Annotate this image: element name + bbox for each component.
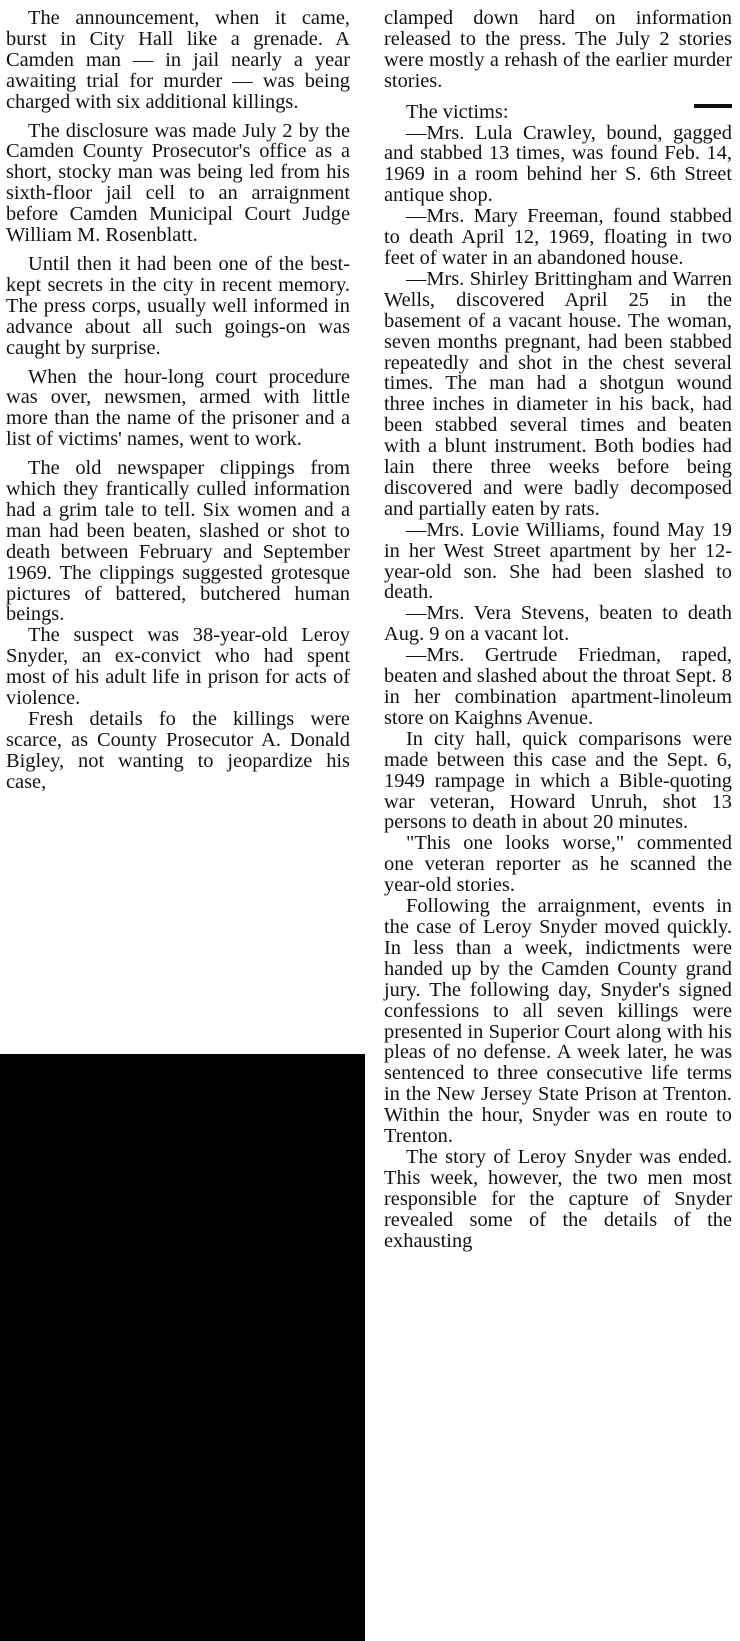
- article-right-column: [384, 8, 732, 1251]
- article-paragraph: The announcement, when it came, burst in City Hall like a grenade. A Camden man — in jail nearly a year awaiting trial for murder — was being charged with six additional killings.: [6, 7, 350, 113]
- article-paragraph: "This one looks worse," commented one veteran reporter as he scanned the year-old stories.: [384, 832, 732, 897]
- redacted-black-block: [0, 1054, 365, 1641]
- continued-paragraph: clamped down hard on information released to the press. The July 2 stories were mostly a rehash of the earlier murder stories.: [384, 7, 732, 92]
- article-paragraph: The suspect was 38-year-old Leroy Snyder, an ex-convict who had spent most of his adult life in prison for acts of violence.: [6, 624, 350, 710]
- divider-rule: [694, 104, 732, 108]
- victim-entry: —Mrs. Lula Crawley, bound, gagged and stabbed 13 times, was found Feb. 14, 1969 in a room behind her S. 6th Street antique shop.: [384, 121, 732, 207]
- victim-entry: —Mrs. Vera Stevens, beaten to death Aug. 9 on a vacant lot.: [384, 602, 732, 646]
- article-paragraph: The old newspaper clippings from which they frantically culled information had a grim tale to tell. Six women and a man had been beaten, slashed or shot to death between February and September 1969. The clippings suggested grotesque pictures of battered, butchered human beings.: [6, 457, 350, 626]
- article-paragraph: Following the arraignment, events in the case of Leroy Snyder moved quickly. In less than a week, indictments were handed up by the Camden County grand jury. The following day, Snyder's signed confessions to all seven killings were presented in Superior Court along with his pleas of no defense. A week later, he was sentenced to three consecutive life terms in the New Jersey State Prison at Trenton. Within the hour, Snyder was en route to Trenton.: [384, 895, 732, 1148]
- victim-entry: —Mrs. Mary Freeman, found stabbed to death April 12, 1969, floating in two feet of water in an abandoned house.: [384, 205, 732, 269]
- article-paragraph: When the hour-long court procedure was over, newsmen, armed with little more than the name of the prisoner and a list of victims' names, went to work.: [6, 365, 350, 451]
- article-paragraph: The story of Leroy Snyder was ended. This week, however, the two men most responsible for the capture of Snyder revealed some of the details of the exhausting: [384, 1145, 732, 1252]
- victim-entry: —Mrs. Lovie Williams, found May 19 in her West Street apartment by her 12-year-old son. She had been slashed to death.: [384, 518, 732, 604]
- victims-heading: The victims:: [406, 100, 509, 123]
- article-paragraph: Until then it had been one of the best-kept secrets in the city in recent memory. The press corps, usually well informed in advance about all such goings-on was caught by surprise.: [6, 252, 350, 359]
- article-paragraph: Fresh details fo the killings were scarce, as County Prosecutor A. Donald Bigley, not wanting to jeopardize his case,: [6, 708, 350, 793]
- victim-entry: —Mrs. Shirley Brittingham and Warren Wells, discovered April 25 in the basement of a vacant house. The woman, seven months pregnant, had been stabbed repeatedly and shot in the chest several times. The man had a shotgun wound three inches in diameter in his back, had been stabbed several times and beaten with a blunt instrument. Both bodies had lain there three weeks before being discovered and were badly decomposed and partially eaten by rats.: [384, 267, 732, 520]
- article-paragraph: The disclosure was made July 2 by the Camden County Prosecutor's office as a short, stocky man was being led from his sixth-floor jail cell to an arraignment before Camden Municipal Court Judge William M. Rosenblatt.: [6, 119, 350, 247]
- article-left-column: [6, 8, 350, 793]
- victim-entry: —Mrs. Gertrude Friedman, raped, beaten and slashed about the throat Sept. 8 in her combination apartment-linoleum store on Kaighns Avenue.: [384, 644, 732, 729]
- article-paragraph: In city hall, quick comparisons were made between this case and the Sept. 6, 1949 rampage in which a Bible-quoting war veteran, Howard Unruh, shot 13 persons to death in about 20 minutes.: [384, 727, 732, 834]
